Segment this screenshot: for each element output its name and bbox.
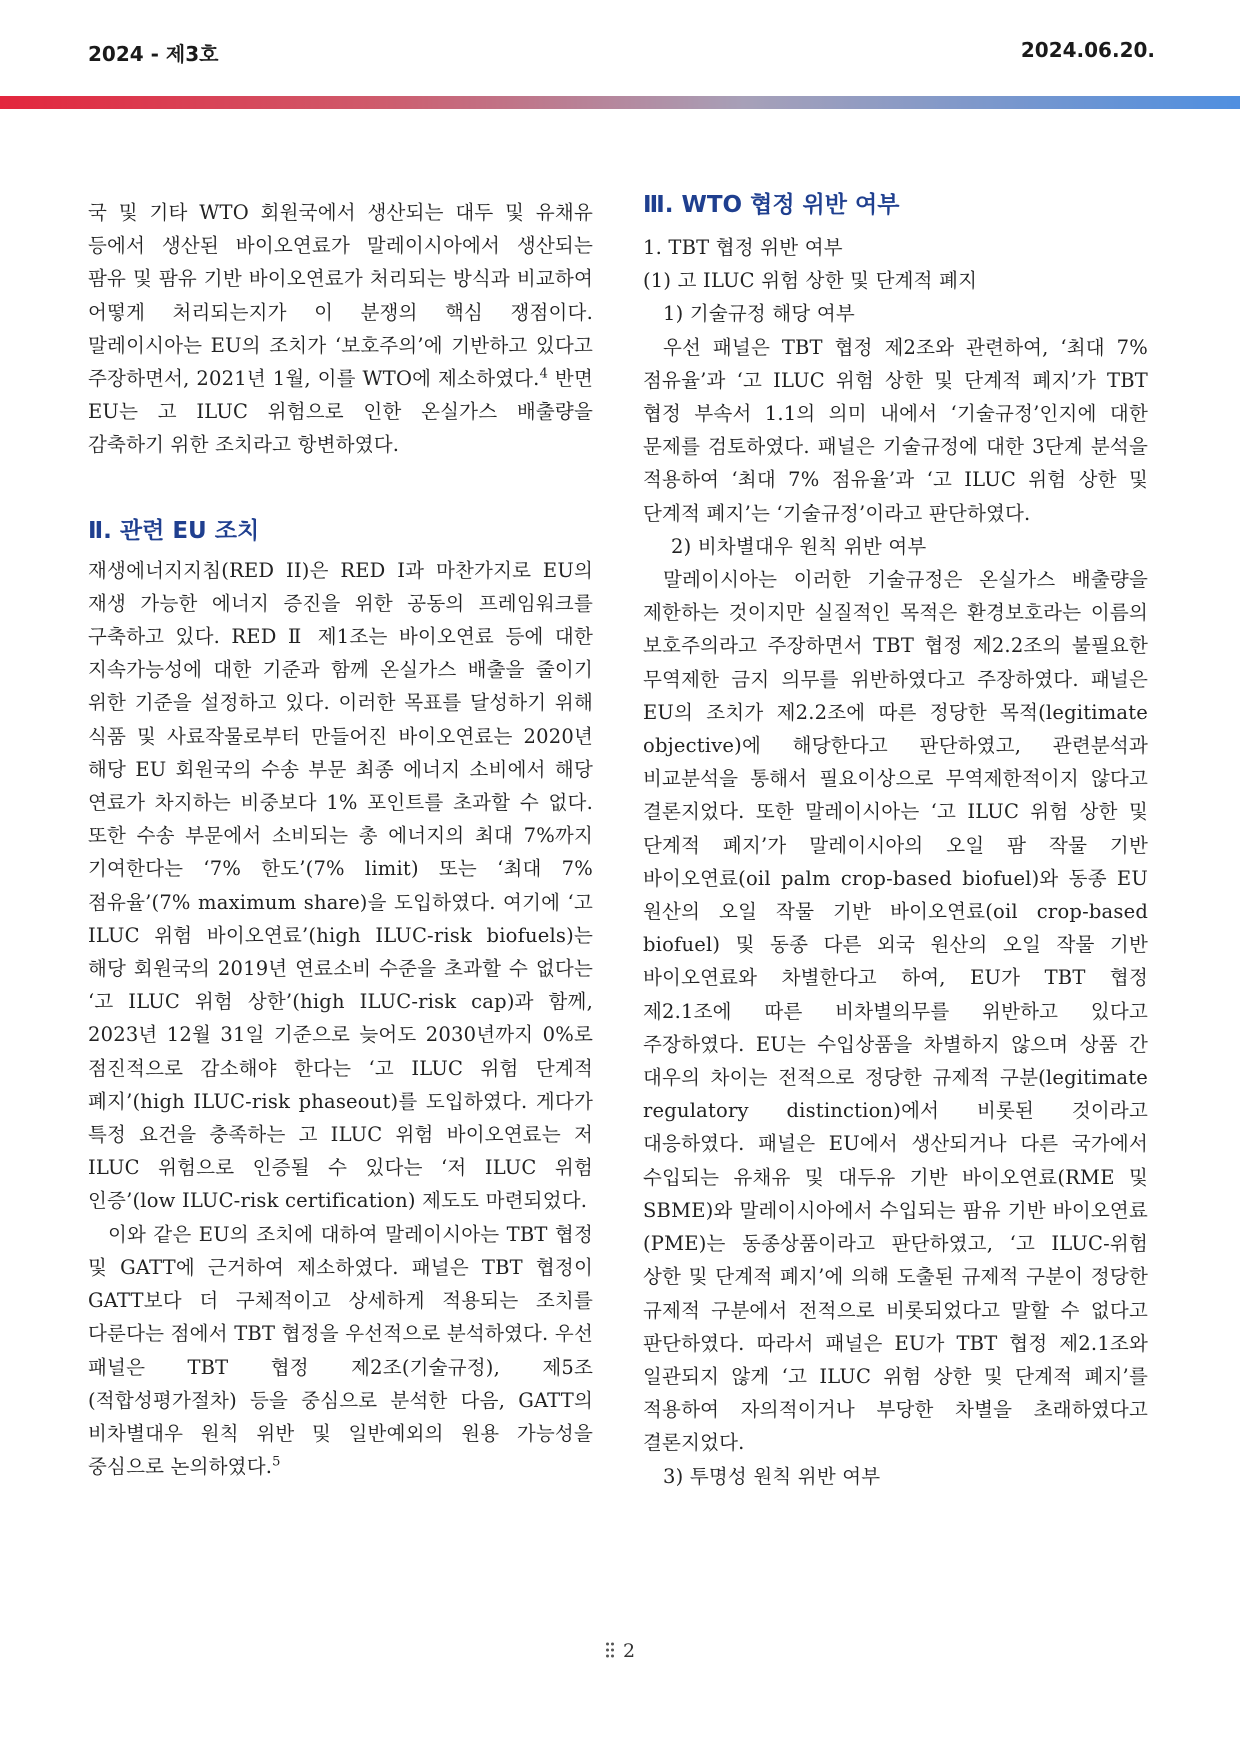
intro-paragraph (88, 196, 593, 462)
header-gradient-bar (0, 96, 1240, 109)
subheading: 3) 투명성 원칙 위반 여부 (663, 1464, 881, 1488)
intro-text-b: 반면 EU는 고 ILUC 위험으로 인한 온실가스 배출량을 감축하기 위한 조치라고 항변하였다. (88, 367, 593, 457)
body-text: 이와 같은 EU의 조치에 대하여 말레이시아는 TBT 협정 및 GATT에 근거하여 제소하였다. 패널은 TBT 협정이 GATT보다 더 구체적이고 상세하게 적용되는 조치를 다룬다는 점에서 TBT 협정을 우선적으로 분석하였다. 우선 패널은 TBT 협정 제2조(기술규정), 제5조(적합성평가절차) 등을 중심으로 분석한 다음, GATT의 비차별대우 원칙 위반 및 일반예외의 원용 가능성을 중심으로 논의하였다. (88, 1222, 593, 1479)
body-paragraph: 말레이시아는 이러한 기술규정은 온실가스 배출량을 제한하는 것이지만 실질적인 목적은 환경보호라는 이름의 보호주의라고 주장하면서 TBT 협정 제2.2조의 불필요한 무역제한 금지 의무를 위반하였다고 주장하였다. 패널은 EU의 조치가 제2.2조에 따른 정당한 목적(legitimate objective)에 해당한다고 판단하였고, 관련분석과 비교분석을 통해서 필요이상으로 무역제한적이지 않다고 결론지었다. 또한 말레이시아는 ‘고 ILUC 위험 상한 및 단계적 폐지’가 말레이시아의 오일 팜 작물 기반 바이오연료(oil palm crop-based biofuel)와 동종 EU 원산의 오일 작물 기반 바이오연료(oil crop-based biofuel) 및 동종 다른 외국 원산의 오일 작물 기반 바이오연료와 차별한다고 하여, EU가 TBT 협정 제2.1조에 따른 비차별의무를 위반하고 있다고 주장하였다. EU는 수입상품을 차별하지 않으며 상품 간 대우의 차이는 전적으로 정당한 규제적 구분(legitimate regulatory distinction)에서 비롯된 것이라고 대응하였다. 패널은 EU에서 생산되거나 다른 국가에서 수입되는 유채유 및 대두유 기반 바이오연료(RME 및 SBME)와 말레이시아에서 수입되는 팜유 기반 바이오연료(PME)는 동종상품이라고 판단하였고, ‘고 ILUC-위험 상한 및 단계적 폐지’에 의해 도출된 규제적 구분이 정당한 규제적 구분에서 전적으로 비롯되었다고 말할 수 없다고 판단하였다. 따라서 패널은 EU가 TBT 협정 제2.1조와 일관되지 않게 ‘고 ILUC 위험 상한 및 단계적 폐지’를 적용하여 자의적이거나 부당한 차별을 초래하였다고 결론지었다. (643, 568, 1148, 1455)
footnote-ref[interactable]: 4 (539, 366, 549, 382)
subheading: 2) 비차별대우 원칙 위반 여부 (671, 534, 927, 558)
body-paragraph (88, 1218, 593, 1484)
page-number: 2 (622, 1640, 636, 1662)
intro-text-a: 국 및 기타 WTO 회원국에서 생산되는 대두 및 유채유 등에서 생산된 바이오연료가 말레이시아에서 생산되는 팜유 및 팜유 기반 바이오연료가 처리되는 방식과 비교하여 어떻게 처리되는지가 이 분쟁의 핵심 쟁점이다. 말레이시아는 EU의 조치가 ‘보호주의’에 기반하고 있다고 주장하면서, 2021년 1월, 이를 WTO에 제소하였다. (88, 201, 593, 391)
section-title: Ⅱ. 관련 EU 조치 (88, 517, 260, 544)
publication-date: 2024.06.20. (1020, 38, 1155, 62)
issue-number: 2024 - 제3호 (88, 42, 219, 66)
body-paragraph: 재생에너지지침(RED II)은 RED I과 마찬가지로 EU의 재생 가능한 에너지 증진을 위한 공동의 프레임워크를 구축하고 있다. RED Ⅱ 제1조는 바이오연료 등에 대한 지속가능성에 대한 기준과 함께 온실가스 배출을 줄이기 위한 기준을 설정하고 있다. 이러한 목표를 달성하기 위해 식품 및 사료작물로부터 만들어진 바이오연료는 2020년 해당 EU 회원국의 수송 부문 최종 에너지 소비에서 해당 연료가 차지하는 비중보다 1% 포인트를 초과할 수 없다. 또한 수송 부문에서 소비되는 총 에너지의 최대 7%까지 기여한다는 ‘7% 한도’(7% limit) 또는 ‘최대 7% 점유율’(7% maximum share)을 도입하였다. 여기에 ‘고 ILUC 위험 바이오연료’(high ILUC-risk biofuels)는 해당 회원국의 2019년 연료소비 수준을 초과할 수 없다는 ‘고 ILUC 위험 상한’(high ILUC-risk cap)과 함께, 2023년 12월 31일 기준으로 늦어도 2030년까지 0%로 점진적으로 감소해야 한다는 ‘고 ILUC 위험 단계적 폐지’(high ILUC-risk phaseout)를 도입하였다. 게다가 특정 요건을 충족하는 고 ILUC 위험 바이오연료는 저 ILUC 위험으로 인증될 수 있다는 ‘저 ILUC 위험 인증’(low ILUC-risk certification) 제도도 마련되었다. (88, 558, 593, 1213)
dots-icon (605, 1641, 615, 1659)
footnote-ref[interactable]: 5 (272, 1454, 281, 1470)
subheading: (1) 고 ILUC 위험 상한 및 단계적 폐지 (643, 269, 978, 293)
left-column (88, 196, 593, 1483)
body-paragraph: 우선 패널은 TBT 협정 제2조와 관련하여, ‘최대 7% 점유율’과 ‘고 ILUC 위험 상한 및 단계적 폐지’가 TBT 협정 부속서 1.1의 의미 내에서 ‘기술규정’인지에 대한 문제를 검토하였다. 패널은 기술규정에 대한 3단계 분석을 적용하여 ‘최대 7% 점유율’과 ‘고 ILUC 위험 상한 및 단계적 폐지’는 ‘기술규정’이라고 판단하였다. (643, 335, 1148, 525)
subheading: 1) 기술규정 해당 여부 (663, 302, 855, 326)
right-column (643, 192, 1148, 1493)
section-title: Ⅲ. WTO 협정 위반 여부 (643, 192, 900, 218)
page-footer (0, 1640, 1240, 1662)
subheading: 1. TBT 협정 위반 여부 (643, 236, 843, 259)
